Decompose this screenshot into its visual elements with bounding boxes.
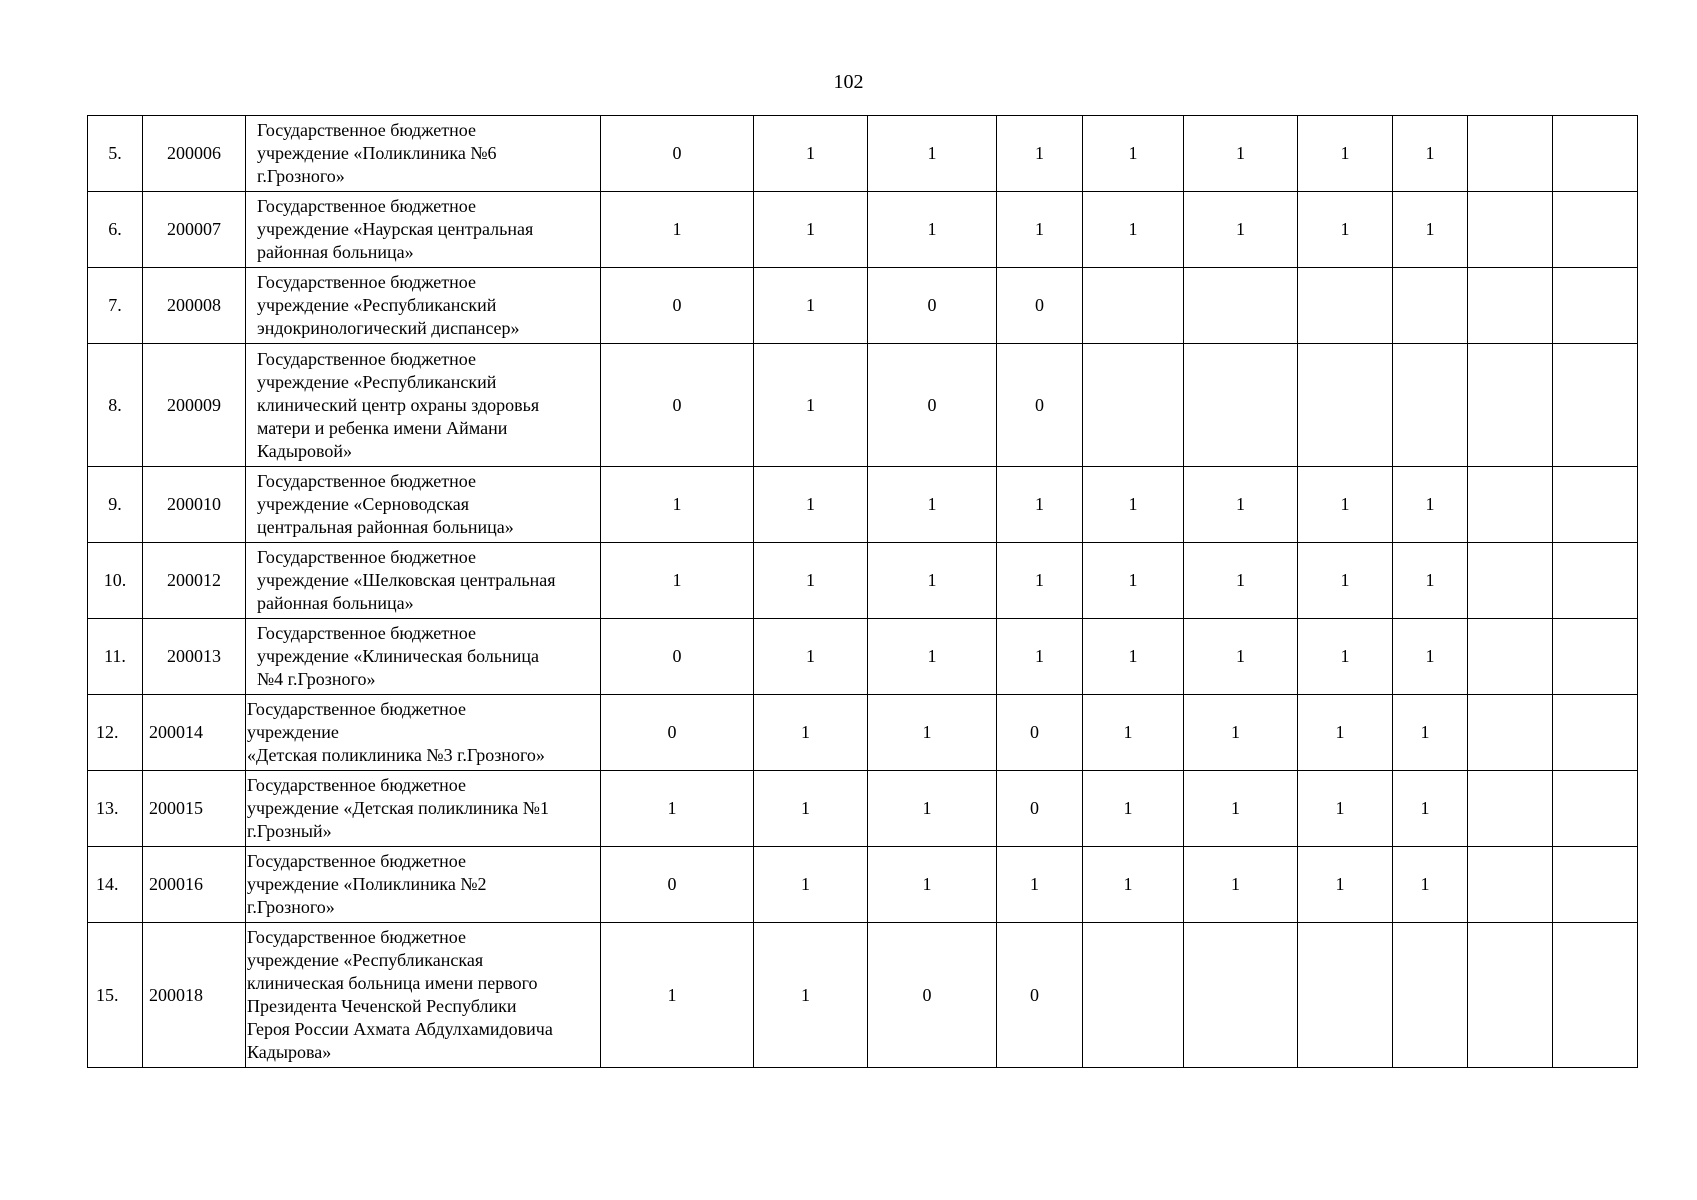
indicator-value-cell: 1 xyxy=(1184,771,1298,847)
institution-name-line: Государственное бюджетное xyxy=(247,927,466,947)
indicator-value-cell xyxy=(1553,268,1638,344)
institution-name-line: г.Грозного» xyxy=(257,166,345,186)
indicator-value-cell xyxy=(1553,192,1638,268)
indicator-value-cell: 1 xyxy=(754,619,868,695)
indicator-value-cell: 1 xyxy=(601,923,754,1068)
institution-code-cell: 200016 xyxy=(143,847,246,923)
indicator-value-cell xyxy=(1083,268,1184,344)
indicator-value-cell xyxy=(1298,344,1393,467)
indicator-value-cell: 1 xyxy=(868,467,997,543)
institution-code-cell: 200007 xyxy=(143,192,246,268)
institution-code-cell: 200018 xyxy=(143,923,246,1068)
indicator-value-cell: 1 xyxy=(1083,116,1184,192)
indicator-value-cell xyxy=(1553,847,1638,923)
institution-name-line: учреждение «Республиканская xyxy=(247,950,484,970)
table-row xyxy=(88,695,1638,771)
indicator-value-cell xyxy=(1083,344,1184,467)
table-row xyxy=(88,116,1638,192)
indicator-value-cell: 1 xyxy=(1184,619,1298,695)
indicator-value-cell: 0 xyxy=(601,268,754,344)
row-number-cell: 10. xyxy=(88,543,143,619)
indicator-value-cell: 1 xyxy=(997,847,1083,923)
indicator-value-cell: 1 xyxy=(1184,192,1298,268)
institution-code-cell: 200014 xyxy=(143,695,246,771)
indicator-value-cell: 0 xyxy=(997,695,1083,771)
institution-name-line: клиническая больница имени первого xyxy=(247,973,538,993)
institution-name-line: учреждение xyxy=(247,722,339,742)
institution-name-line: районная больница» xyxy=(257,593,414,613)
indicator-value-cell xyxy=(1553,923,1638,1068)
indicator-value-cell: 1 xyxy=(997,619,1083,695)
institution-name-line: учреждение «Поликлиника №2 xyxy=(247,874,487,894)
institution-name-line: Кадыровой» xyxy=(257,440,353,461)
row-number-cell: 15. xyxy=(88,923,143,1068)
row-number-cell: 7. xyxy=(88,268,143,344)
indicator-value-cell xyxy=(1468,467,1553,543)
indicator-value-cell: 1 xyxy=(1393,695,1468,771)
indicator-value-cell: 1 xyxy=(1184,543,1298,619)
table-row xyxy=(88,771,1638,847)
indicator-value-cell: 1 xyxy=(997,543,1083,619)
indicator-value-cell: 1 xyxy=(1298,771,1393,847)
indicator-value-cell: 1 xyxy=(997,467,1083,543)
institution-name-cell xyxy=(246,192,601,268)
indicator-value-cell: 1 xyxy=(601,467,754,543)
indicator-value-cell: 1 xyxy=(1083,619,1184,695)
institution-name-line: Государственное бюджетное xyxy=(257,471,476,491)
indicator-value-cell: 1 xyxy=(601,543,754,619)
institution-code-cell: 200013 xyxy=(143,619,246,695)
row-number-cell: 13. xyxy=(88,771,143,847)
indicator-value-cell: 0 xyxy=(868,344,997,467)
institution-name-line: №4 г.Грозного» xyxy=(257,669,376,689)
institution-name-line: Государственное бюджетное xyxy=(257,547,476,567)
indicator-value-cell: 0 xyxy=(601,116,754,192)
institution-name-line: учреждение «Поликлиника №6 xyxy=(257,143,497,163)
row-number-cell: 12. xyxy=(88,695,143,771)
table-row xyxy=(88,467,1638,543)
institution-name-cell xyxy=(246,923,601,1068)
institution-name-cell xyxy=(246,268,601,344)
indicator-value-cell xyxy=(1298,268,1393,344)
indicator-value-cell xyxy=(1468,695,1553,771)
institution-name-line: Кадырова» xyxy=(247,1042,332,1062)
indicator-value-cell: 1 xyxy=(1393,467,1468,543)
institution-name-line: учреждение «Шелковская центральная xyxy=(257,570,556,590)
indicator-value-cell: 1 xyxy=(754,192,868,268)
indicator-value-cell: 1 xyxy=(868,771,997,847)
institution-code-cell: 200012 xyxy=(143,543,246,619)
institution-name-cell xyxy=(246,771,601,847)
indicator-value-cell: 1 xyxy=(754,695,868,771)
table-row xyxy=(88,344,1638,467)
indicator-value-cell: 1 xyxy=(1083,192,1184,268)
institution-name-line: учреждение «Наурская центральная xyxy=(257,219,534,239)
institution-name-line: Государственное бюджетное xyxy=(257,623,476,643)
indicator-value-cell: 1 xyxy=(868,695,997,771)
indicator-value-cell xyxy=(1393,923,1468,1068)
indicator-value-cell: 0 xyxy=(601,695,754,771)
institution-name-line: г.Грозный» xyxy=(247,821,332,841)
institution-name-line: учреждение «Детская поликлиника №1 xyxy=(247,798,549,818)
indicator-value-cell xyxy=(1468,847,1553,923)
institution-code-cell: 200006 xyxy=(143,116,246,192)
institution-name-line: учреждение «Республиканский xyxy=(257,371,497,392)
table-row xyxy=(88,268,1638,344)
indicator-value-cell: 1 xyxy=(1298,695,1393,771)
institution-name-line: районная больница» xyxy=(257,242,414,262)
indicator-value-cell: 1 xyxy=(1393,192,1468,268)
indicator-value-cell xyxy=(1553,771,1638,847)
indicator-value-cell: 1 xyxy=(1298,467,1393,543)
table-row xyxy=(88,192,1638,268)
institution-name-line: г.Грозного» xyxy=(247,897,335,917)
indicator-value-cell xyxy=(1553,344,1638,467)
indicator-value-cell xyxy=(1083,923,1184,1068)
institution-name-line: Государственное бюджетное xyxy=(257,348,476,369)
table-row xyxy=(88,619,1638,695)
indicator-value-cell xyxy=(1468,619,1553,695)
indicator-value-cell: 1 xyxy=(1298,192,1393,268)
indicator-value-cell xyxy=(1553,695,1638,771)
institution-name-line: учреждение «Республиканский xyxy=(257,295,497,315)
indicator-value-cell xyxy=(1468,344,1553,467)
indicator-value-cell xyxy=(1184,268,1298,344)
institution-name-line: Государственное бюджетное xyxy=(257,120,476,140)
indicator-value-cell: 1 xyxy=(601,771,754,847)
indicator-value-cell: 1 xyxy=(868,543,997,619)
institution-name-cell xyxy=(246,344,601,467)
row-number-cell: 6. xyxy=(88,192,143,268)
institution-code-cell: 200008 xyxy=(143,268,246,344)
indicator-value-cell: 1 xyxy=(868,192,997,268)
institution-name-cell xyxy=(246,116,601,192)
indicator-value-cell xyxy=(1468,771,1553,847)
indicator-value-cell xyxy=(1468,543,1553,619)
indicator-value-cell: 0 xyxy=(997,771,1083,847)
indicator-value-cell: 1 xyxy=(1393,543,1468,619)
indicator-value-cell: 0 xyxy=(868,268,997,344)
institution-name-line: учреждение «Клиническая больница xyxy=(257,646,539,666)
institution-name-line: Государственное бюджетное xyxy=(257,272,476,292)
indicator-value-cell: 0 xyxy=(997,268,1083,344)
indicator-value-cell: 1 xyxy=(1083,847,1184,923)
indicator-value-cell: 1 xyxy=(868,619,997,695)
indicator-value-cell: 1 xyxy=(1184,116,1298,192)
table-row xyxy=(88,543,1638,619)
indicator-value-cell: 1 xyxy=(754,543,868,619)
institution-name-cell xyxy=(246,695,601,771)
institution-name-line: учреждение «Серноводская xyxy=(257,494,469,514)
institution-name-line: Государственное бюджетное xyxy=(247,699,466,719)
indicator-value-cell: 1 xyxy=(1083,695,1184,771)
table-body xyxy=(88,116,1638,1068)
indicator-value-cell xyxy=(1553,543,1638,619)
indicator-value-cell xyxy=(1553,619,1638,695)
institution-name-line: Героя России Ахмата Абдулхамидовича xyxy=(247,1019,553,1039)
institution-code-cell: 200015 xyxy=(143,771,246,847)
indicator-value-cell: 1 xyxy=(997,192,1083,268)
institution-name-cell xyxy=(246,619,601,695)
indicator-value-cell: 1 xyxy=(1184,467,1298,543)
indicator-value-cell: 1 xyxy=(754,923,868,1068)
indicator-value-cell: 1 xyxy=(754,268,868,344)
indicator-value-cell xyxy=(1298,923,1393,1068)
indicator-value-cell: 1 xyxy=(754,467,868,543)
indicator-value-cell: 1 xyxy=(754,344,868,467)
institution-code-cell: 200010 xyxy=(143,467,246,543)
indicator-value-cell: 1 xyxy=(1298,847,1393,923)
indicator-value-cell: 1 xyxy=(1083,467,1184,543)
indicator-value-cell xyxy=(1184,923,1298,1068)
institution-name-cell xyxy=(246,467,601,543)
indicator-value-cell: 1 xyxy=(1298,619,1393,695)
indicator-value-cell: 1 xyxy=(1393,771,1468,847)
indicator-value-cell xyxy=(1553,467,1638,543)
indicator-value-cell xyxy=(1393,344,1468,467)
indicator-value-cell: 1 xyxy=(1393,847,1468,923)
row-number-cell: 14. xyxy=(88,847,143,923)
indicator-value-cell: 0 xyxy=(997,923,1083,1068)
indicator-value-cell: 1 xyxy=(1298,543,1393,619)
row-number-cell: 9. xyxy=(88,467,143,543)
indicator-value-cell: 0 xyxy=(601,619,754,695)
row-number-cell: 8. xyxy=(88,344,143,467)
page-number: 102 xyxy=(833,71,864,93)
indicator-value-cell xyxy=(1468,116,1553,192)
indicator-value-cell: 1 xyxy=(1184,847,1298,923)
institution-code-cell: 200009 xyxy=(143,344,246,467)
indicator-value-cell xyxy=(1184,344,1298,467)
indicator-value-cell: 1 xyxy=(868,116,997,192)
indicator-value-cell: 1 xyxy=(754,771,868,847)
indicator-value-cell xyxy=(1553,116,1638,192)
institution-name-cell xyxy=(246,543,601,619)
indicator-value-cell: 0 xyxy=(868,923,997,1068)
institution-name-cell xyxy=(246,847,601,923)
indicator-value-cell xyxy=(1468,192,1553,268)
indicator-value-cell: 1 xyxy=(1083,543,1184,619)
indicator-value-cell: 1 xyxy=(754,847,868,923)
institution-name-line: Президента Чеченской Республики xyxy=(247,996,517,1016)
indicator-value-cell: 1 xyxy=(1184,695,1298,771)
indicator-value-cell: 1 xyxy=(997,116,1083,192)
indicator-value-cell: 1 xyxy=(754,116,868,192)
indicator-value-cell: 1 xyxy=(868,847,997,923)
indicator-value-cell: 1 xyxy=(601,192,754,268)
institution-name-line: Государственное бюджетное xyxy=(247,851,466,871)
indicator-value-cell: 1 xyxy=(1393,619,1468,695)
indicator-value-cell: 1 xyxy=(1298,116,1393,192)
indicator-value-cell: 0 xyxy=(601,344,754,467)
indicator-value-cell xyxy=(1393,268,1468,344)
institution-name-line: центральная районная больница» xyxy=(257,517,514,537)
institution-name-line: Государственное бюджетное xyxy=(257,196,476,216)
table-row xyxy=(88,847,1638,923)
indicator-value-cell xyxy=(1468,923,1553,1068)
institution-name-line: матери и ребенка имени Аймани xyxy=(257,417,508,438)
institution-name-line: Государственное бюджетное xyxy=(247,775,466,795)
medical-institutions-table xyxy=(87,115,1638,1068)
institution-name-line: эндокринологический диспансер» xyxy=(257,318,520,338)
institution-name-line: клинический центр охраны здоровья xyxy=(257,394,540,415)
indicator-value-cell xyxy=(1468,268,1553,344)
table-row xyxy=(88,923,1638,1068)
row-number-cell: 5. xyxy=(88,116,143,192)
indicator-value-cell: 0 xyxy=(601,847,754,923)
indicator-value-cell: 0 xyxy=(997,344,1083,467)
indicator-value-cell: 1 xyxy=(1083,771,1184,847)
institution-name-line: «Детская поликлиника №3 г.Грозного» xyxy=(247,745,545,765)
row-number-cell: 11. xyxy=(88,619,143,695)
indicator-value-cell: 1 xyxy=(1393,116,1468,192)
